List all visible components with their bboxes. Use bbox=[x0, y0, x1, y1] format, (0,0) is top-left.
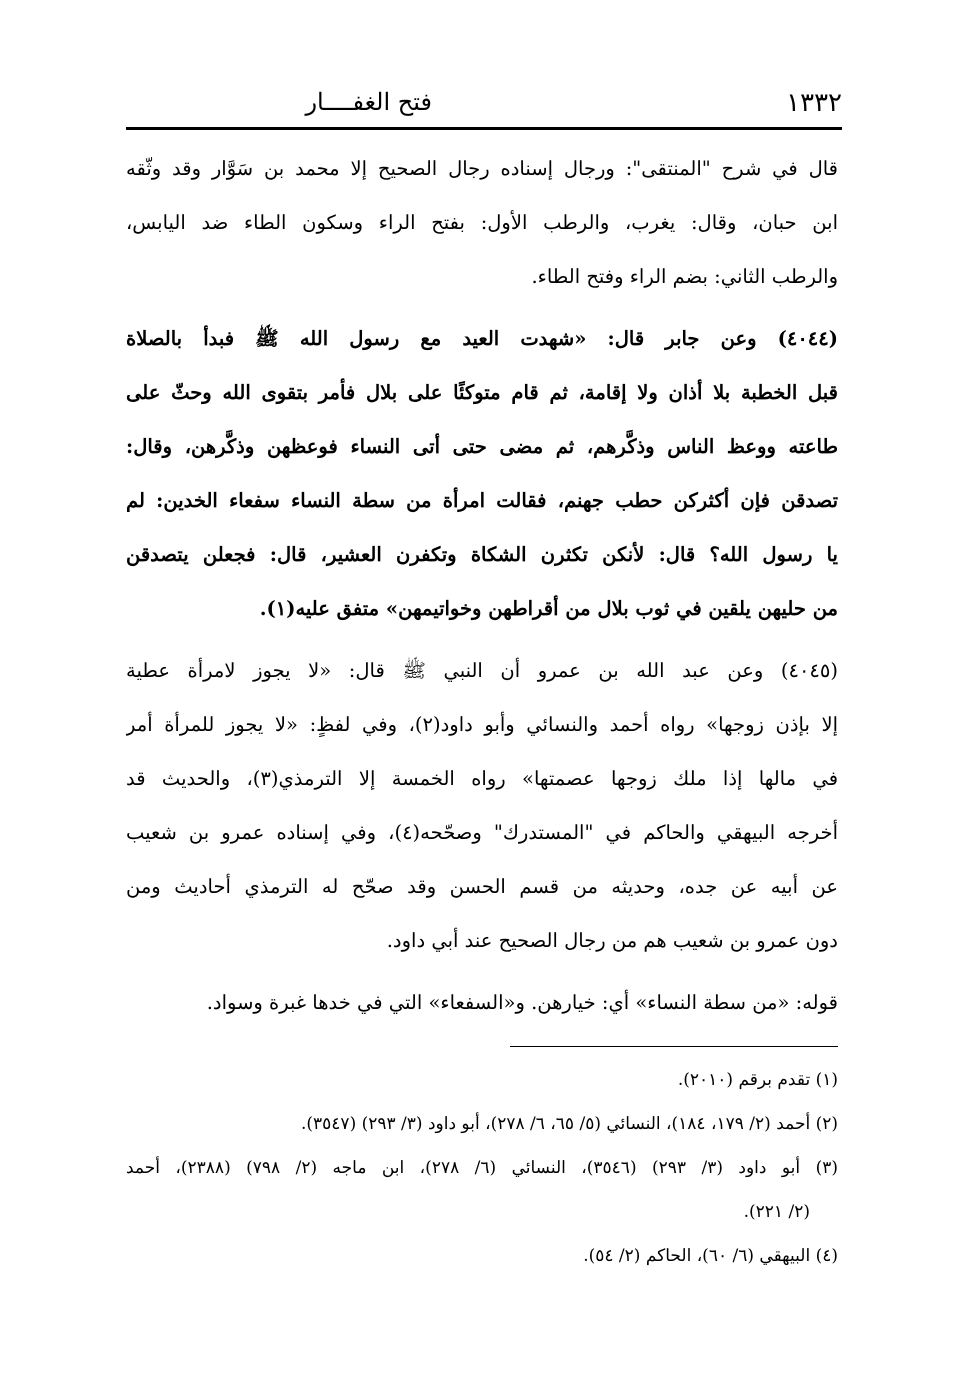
footnote-2: (٢) أحمد (٢/ ١٧٩، ١٨٤)، النسائي (٥/ ٦٥، ٦/ ٢٧٨)، أبو داود (٣/ ٢٩٣) (٣٥٤٧). bbox=[300, 1114, 838, 1134]
text-line: عن أبيه عن جده، وحديثه من قسم الحسن وقد صحّح له الترمذي أحاديث ومن bbox=[126, 875, 838, 898]
footnote-divider bbox=[510, 1046, 838, 1047]
footnote-3: (٣) أبو داود (٣/ ٢٩٣) (٣٥٤٦)، النسائي (٦/ ٢٧٨)، ابن ماجه (٢/ ٧٩٨) (٢٣٨٨)، أحمد bbox=[126, 1158, 838, 1178]
hadith-4044-line: تصدقن فإن أكثركن حطب جهنم، فقالت امرأة من سطة النساء سفعاء الخدين: لم bbox=[126, 489, 838, 512]
hadith-4045-line: (٤٠٤٥) وعن عبد الله بن عمرو أن النبي ﷺ قال: «لا يجوز لامرأة عطية bbox=[126, 659, 838, 682]
page-number: ١٣٣٢ bbox=[786, 88, 842, 118]
header-rule bbox=[126, 127, 842, 130]
text-line: ابن حبان، وقال: يغرب، والرطب الأول: بفتح الراء وسكون الطاء ضد اليابس، bbox=[126, 211, 838, 234]
footnote-4: (٤) البيهقي (٦/ ٦٠)، الحاكم (٢/ ٥٤). bbox=[583, 1246, 838, 1266]
hadith-4044-line: (٤٠٤٤) وعن جابر قال: «شهدت العيد مع رسول الله ﷺ فبدأ بالصلاة bbox=[126, 327, 838, 350]
text-line: قال في شرح "المنتقى": ورجال إسناده رجال الصحيح إلا محمد بن سَوَّار وقد وثّقه bbox=[126, 157, 838, 180]
hadith-4045-line: في مالها إذا ملك زوجها عصمتها» رواه الخمسة إلا الترمذي(٣)، والحديث قد bbox=[126, 767, 838, 790]
running-header bbox=[126, 80, 842, 124]
header-title: فتح الغفــــار bbox=[305, 88, 432, 116]
hadith-4044-line: قبل الخطبة بلا أذان ولا إقامة، ثم قام متوكئًا على بلال فأمر بتقوى الله وحثّ على bbox=[126, 381, 838, 404]
text-line: أخرجه البيهقي والحاكم في "المستدرك" وصحّحه(٤)، وفي إسناده عمرو بن شعيب bbox=[126, 821, 838, 844]
footnotes bbox=[126, 1058, 838, 1278]
text-line: دون عمرو بن شعيب هم من رجال الصحيح عند أبي داود. bbox=[386, 929, 838, 952]
footnote-1: (١) تقدم برقم (٢٠١٠). bbox=[677, 1070, 838, 1090]
hadith-4044-line: من حليهن يلقين في ثوب بلال من أقراطهن وخواتيمهن» متفق عليه(١). bbox=[259, 597, 838, 620]
hadith-4045-line: إلا بإذن زوجها» رواه أحمد والنسائي وأبو داود(٢)، وفي لفظٍ: «لا يجوز للمرأة أمر bbox=[126, 713, 838, 736]
commentary-line: قوله: «من سطة النساء» أي: خيارهن. و«السفعاء» التي في خدها غبرة وسواد. bbox=[206, 991, 838, 1014]
hadith-4044-line: يا رسول الله؟ قال: لأنكن تكثرن الشكاة وتكفرن العشير، قال: فجعلن يتصدقن bbox=[126, 543, 838, 566]
text-line: والرطب الثاني: بضم الراء وفتح الطاء. bbox=[531, 265, 838, 288]
footnote-3-continued: (٢/ ٢٢١). bbox=[743, 1202, 810, 1222]
main-text bbox=[126, 142, 838, 1030]
hadith-4044-line: طاعته ووعظ الناس وذكَّرهم، ثم مضى حتى أتى النساء فوعظهن وذكَّرهن، وقال: bbox=[126, 435, 838, 458]
